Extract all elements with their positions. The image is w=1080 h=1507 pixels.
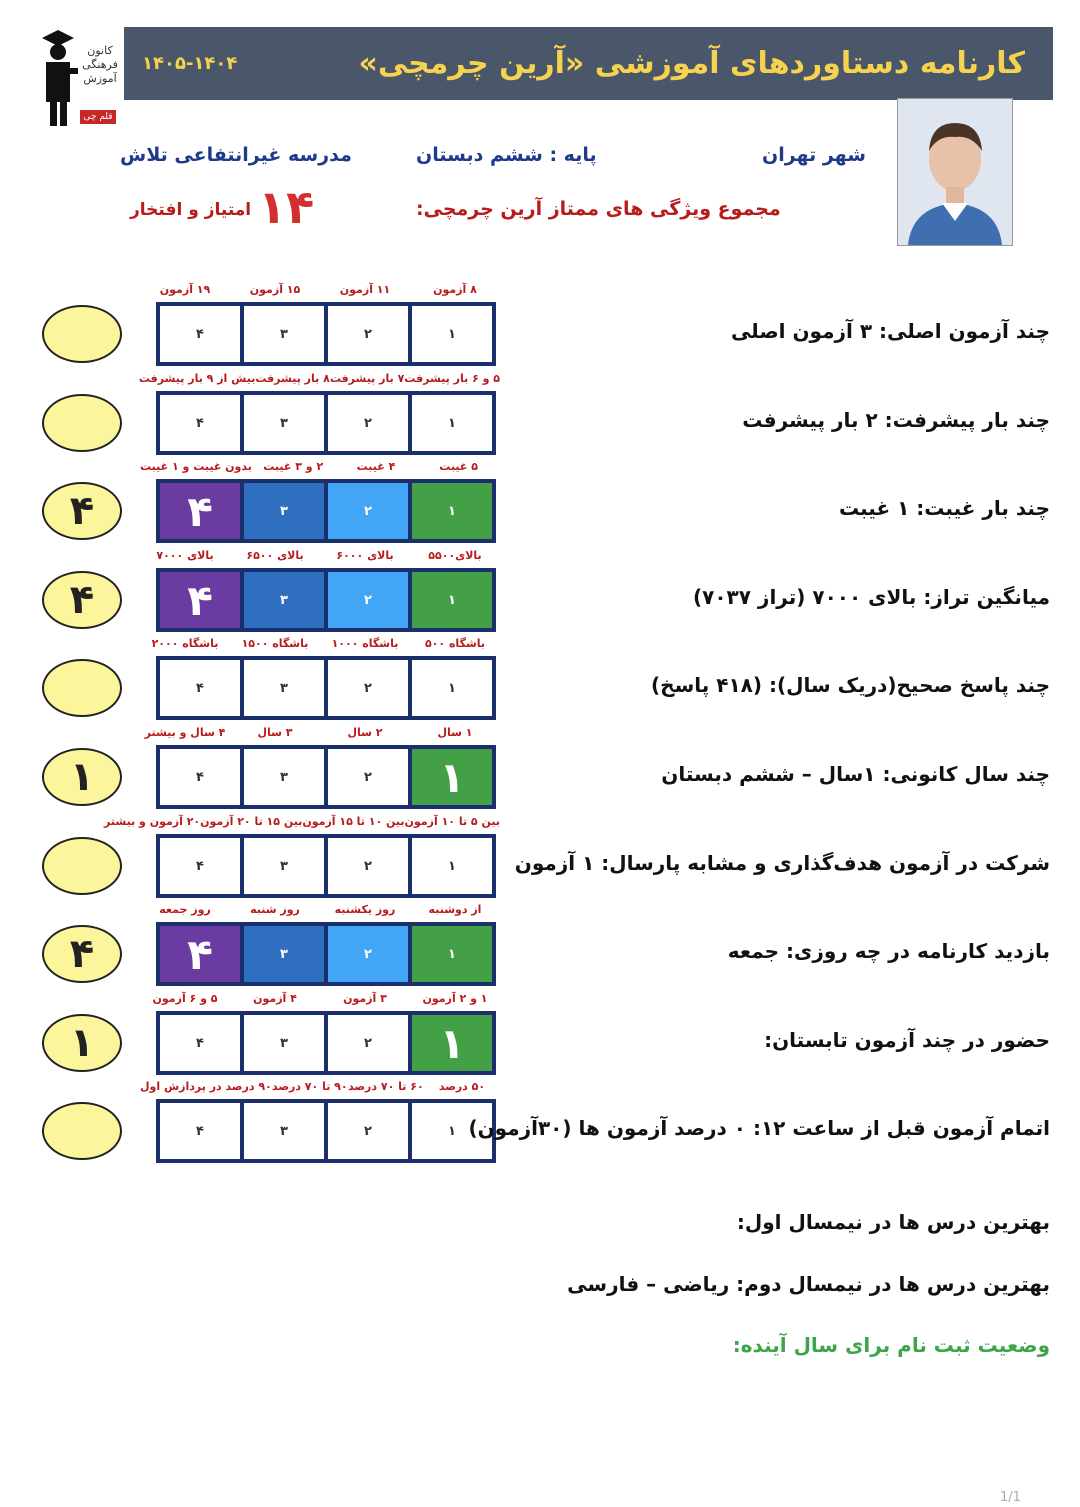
level-cell (328, 660, 408, 716)
level-cell (244, 572, 324, 628)
level-label: ۸ آزمون (433, 283, 477, 296)
level-label: باشگاه ۱۰۰۰ (331, 637, 399, 650)
level-cell (328, 483, 408, 539)
level-grid (156, 745, 496, 809)
level-number: ۲ (364, 503, 372, 519)
level-label: روز جمعه (159, 903, 211, 916)
level-number: ۱ (448, 680, 456, 696)
city: شهر تهران (762, 144, 866, 166)
level-labels (140, 637, 500, 653)
best-subjects-second-term: بهترین درس ها در نیمسال دوم: ریاضی – فارسی (567, 1272, 1050, 1296)
level-number: ۱ (448, 503, 456, 519)
logo-text: کانون فرهنگی آموزش (82, 44, 118, 85)
level-number: ۲ (364, 1123, 372, 1139)
level-number: ۴ (196, 415, 204, 431)
level-label: باشگاه ۱۵۰۰ (241, 637, 309, 650)
level-cell (244, 660, 324, 716)
level-label: از دوشنبه (428, 903, 482, 916)
level-number: ۴ (196, 769, 204, 785)
criterion-question: حضور در چند آزمون تابستان: (764, 1028, 1050, 1052)
level-cell (160, 660, 240, 716)
level-number: ۳ (280, 503, 288, 519)
level-label: ۱۱ آزمون (339, 283, 391, 296)
level-cell (244, 483, 324, 539)
level-cell (412, 749, 492, 805)
level-number: ۴ (196, 858, 204, 874)
level-label: روز یکشنبه (334, 903, 396, 916)
level-number: ۳ (280, 680, 288, 696)
level-number: ۱ (448, 946, 456, 962)
level-labels (140, 903, 500, 919)
level-cell (328, 926, 408, 982)
level-labels (140, 726, 500, 742)
level-grid (156, 391, 496, 455)
level-number: ۲ (364, 680, 372, 696)
level-labels (140, 992, 500, 1008)
report-title: کارنامه دستاوردهای آموزشی «آرین چرمچی» (358, 46, 1025, 81)
total-score: ۱۴ (258, 180, 315, 234)
level-cell (412, 395, 492, 451)
level-label: بالای ۶۵۰۰ (246, 549, 304, 562)
level-label: ۱ سال (437, 726, 473, 739)
logo-subtext: قلم چی (80, 110, 116, 124)
score-circle (42, 837, 122, 895)
registration-status: وضعیت ثبت نام برای سال آینده: (732, 1333, 1050, 1357)
level-number: ۳ (280, 1035, 288, 1051)
level-cell (328, 1015, 408, 1071)
page-number: 1/1 (1000, 1490, 1021, 1505)
score-circle: ۱ (42, 1014, 122, 1072)
student-photo (897, 98, 1013, 246)
level-label: بین ۱۰ تا ۱۵ آزمون (302, 815, 405, 828)
level-cell (160, 395, 240, 451)
score-label: امتیاز و افتخار (130, 200, 252, 220)
level-cell (160, 749, 240, 805)
level-number: ۴ (187, 486, 213, 536)
level-number: ۱ (448, 415, 456, 431)
level-number: ۳ (280, 946, 288, 962)
level-labels (140, 549, 500, 565)
level-label: روز شنبه (250, 903, 300, 916)
level-label: ۵ غیبت (439, 460, 478, 473)
level-cell (244, 749, 324, 805)
level-cell (244, 1015, 324, 1071)
level-number: ۲ (364, 946, 372, 962)
level-number: ۳ (280, 1123, 288, 1139)
level-grid (156, 922, 496, 986)
score-circle (42, 659, 122, 717)
level-cell (160, 483, 240, 539)
score-circle: ۴ (42, 571, 122, 629)
level-number: ۴ (196, 326, 204, 342)
level-number: ۴ (187, 929, 213, 979)
level-number: ۱ (448, 1123, 456, 1139)
academic-years: ۱۴۰۵-۱۴۰۴ (142, 53, 238, 74)
criterion-question: اتمام آزمون قبل از ساعت ۱۲: ۰ درصد آزمون ها (۳۰آزمون) (468, 1116, 1050, 1140)
criterion-question: چند بار غیبت: ۱ غیبت (838, 496, 1050, 520)
score-circle: ۴ (42, 925, 122, 983)
level-label: باشگاه ۲۰۰۰ (151, 637, 219, 650)
level-label: بدون غیبت و ۱ غیبت (140, 460, 252, 473)
level-cell (244, 306, 324, 362)
level-grid (156, 834, 496, 898)
level-label: بالای۵۵۰۰ (428, 549, 482, 562)
title-banner (124, 27, 1053, 100)
level-cell (412, 838, 492, 894)
level-label: ۴ غیبت (356, 460, 396, 473)
level-cell (160, 926, 240, 982)
level-grid (156, 656, 496, 720)
grade: پایه : ششم دبستان (416, 144, 597, 166)
level-cell (160, 572, 240, 628)
level-cell (328, 572, 408, 628)
level-number: ۴ (196, 1123, 204, 1139)
level-number: ۴ (196, 1035, 204, 1051)
level-grid (156, 479, 496, 543)
level-labels (140, 1080, 500, 1096)
level-number: ۲ (364, 592, 372, 608)
level-labels (140, 283, 500, 299)
level-number: ۲ (364, 415, 372, 431)
level-cell (160, 306, 240, 362)
level-grid (156, 1099, 496, 1163)
level-cell (244, 926, 324, 982)
level-label: بالای ۶۰۰۰ (336, 549, 394, 562)
level-labels (104, 815, 500, 831)
level-labels (140, 372, 500, 388)
score-circle: ۴ (42, 482, 122, 540)
score-circle (42, 305, 122, 363)
level-number: ۱ (448, 592, 456, 608)
level-label: ۵ و ۶ آزمون (152, 992, 218, 1005)
level-label: ۱۵ آزمون (249, 283, 301, 296)
level-grid (156, 568, 496, 632)
level-label: بیش از ۹ بار پیشرفت (138, 372, 256, 385)
level-label: ۳ آزمون (343, 992, 387, 1005)
level-number: ۲ (364, 858, 372, 874)
score-circle (42, 1102, 122, 1160)
level-label: بالای ۷۰۰۰ (156, 549, 214, 562)
level-cell (160, 1103, 240, 1159)
level-cell (412, 306, 492, 362)
level-number: ۳ (280, 858, 288, 874)
level-label: بین ۵ تا ۱۰ آزمون (404, 815, 500, 828)
level-cell (244, 395, 324, 451)
criterion-question: چند سال کانونی: ۱سال – ششم دبستان (661, 762, 1050, 786)
level-label: ۸ بار پیشرفت (255, 372, 330, 385)
level-label: بین ۱۵ تا ۲۰ آزمون (200, 815, 303, 828)
level-cell (328, 306, 408, 362)
level-label: باشگاه ۵۰۰ (424, 637, 486, 650)
level-label: ۹۰ درصد در پردازش اول (140, 1080, 272, 1093)
level-cell (244, 1103, 324, 1159)
graduate-figure-icon (38, 28, 78, 128)
level-number: ۳ (280, 592, 288, 608)
level-label: ۶۰ تا ۷۰ درصد (348, 1080, 424, 1093)
level-label: ۳ سال (257, 726, 293, 739)
level-number: ۳ (280, 415, 288, 431)
level-labels (140, 460, 500, 476)
level-cell (328, 1103, 408, 1159)
level-cell (160, 1015, 240, 1071)
level-label: ۲ سال (347, 726, 383, 739)
level-number: ۴ (196, 680, 204, 696)
level-cell (328, 395, 408, 451)
level-cell (328, 838, 408, 894)
school-name: مدرسه غیرانتفاعی تلاش (120, 144, 352, 166)
level-label: ۱۹ آزمون (159, 283, 211, 296)
level-number: ۲ (364, 1035, 372, 1051)
level-label: ۵ و ۶ بار پیشرفت (404, 372, 500, 385)
level-label: ۱ و ۲ آزمون (422, 992, 488, 1005)
level-grid (156, 1011, 496, 1075)
criterion-question: شرکت در آزمون هدف‌گذاری و مشابه پارسال: ۱ آزمون (514, 851, 1050, 875)
level-cell (160, 838, 240, 894)
level-number: ۲ (364, 769, 372, 785)
student-portrait-icon (898, 99, 1012, 245)
level-number: ۴ (187, 575, 213, 625)
level-number: ۲ (364, 326, 372, 342)
level-number: ۱ (439, 1018, 465, 1068)
kanoon-logo (38, 28, 118, 128)
level-cell (412, 483, 492, 539)
level-number: ۳ (280, 326, 288, 342)
score-circle (42, 394, 122, 452)
level-number: ۱ (448, 326, 456, 342)
features-label: مجموع ویژگی های ممتاز آرین چرمچی: (416, 198, 781, 220)
level-grid (156, 302, 496, 366)
level-label: ۹۰ تا ۷۰ درصد (272, 1080, 348, 1093)
level-number: ۳ (280, 769, 288, 785)
level-cell (412, 1015, 492, 1071)
level-number: ۱ (448, 858, 456, 874)
level-cell (412, 660, 492, 716)
criterion-question: چند بار پیشرفت: ۲ بار پیشرفت (742, 408, 1050, 432)
level-label: ۴ آزمون (253, 992, 297, 1005)
criterion-question: بازدید کارنامه در چه روزی: جمعه (727, 939, 1050, 963)
level-cell (328, 749, 408, 805)
level-label: ۲ و ۳ غیبت (263, 460, 324, 473)
criterion-question: میانگین تراز: بالای ۷۰۰۰ (تراز ۷۰۳۷) (693, 585, 1050, 609)
level-label: ۴ سال و بیشتر (144, 726, 226, 739)
level-number: ۱ (439, 752, 465, 802)
level-cell (244, 838, 324, 894)
level-label: ۵۰ درصد (438, 1080, 486, 1093)
level-label: ۲۰ آزمون و بیشتر (104, 815, 201, 828)
level-cell (412, 572, 492, 628)
criterion-question: چند پاسخ صحیح(دریک سال): (۴۱۸ پاسخ) (651, 673, 1050, 697)
criterion-question: چند آزمون اصلی: ۳ آزمون اصلی (730, 319, 1050, 343)
score-circle: ۱ (42, 748, 122, 806)
level-label: ۷ بار پیشرفت (329, 372, 405, 385)
best-subjects-first-term: بهترین درس ها در نیمسال اول: (736, 1210, 1050, 1234)
level-cell (412, 926, 492, 982)
